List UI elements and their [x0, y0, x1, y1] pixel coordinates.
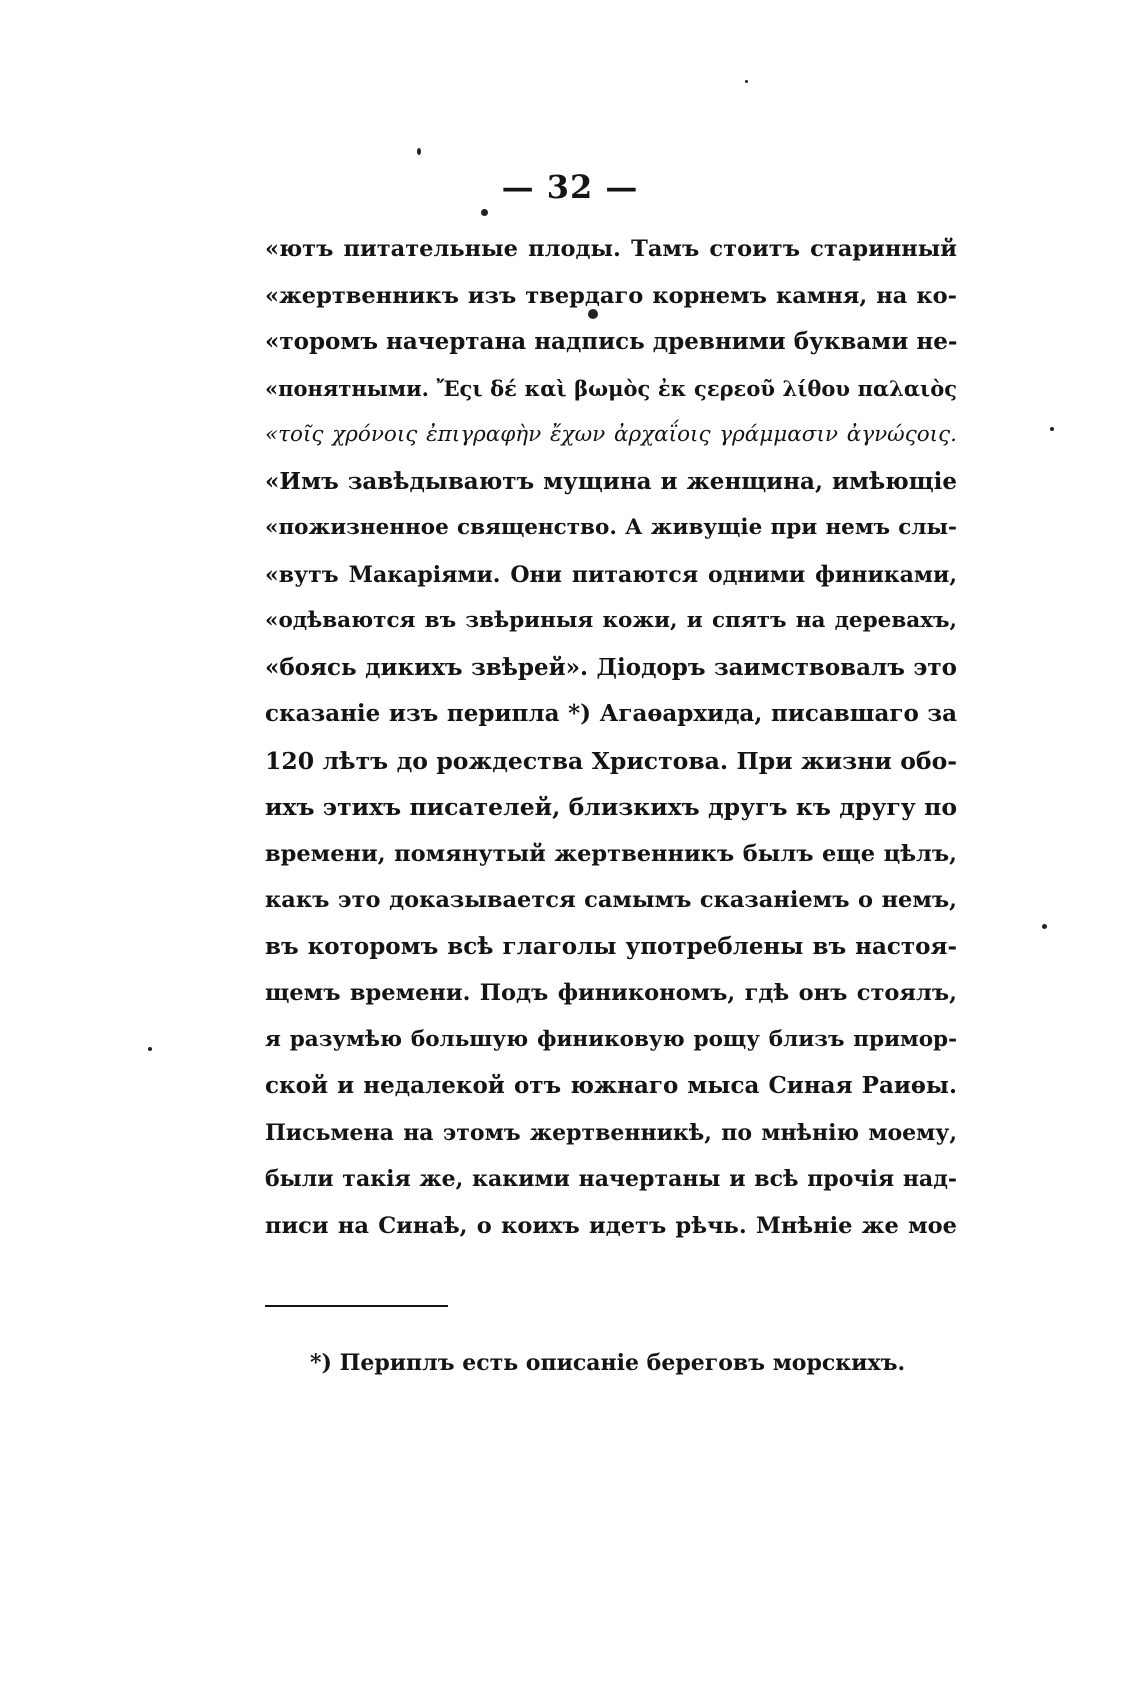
text-line: 120 лѣтъ до рождества Христова. При жизни обо-	[265, 746, 957, 775]
scan-speck	[481, 209, 488, 216]
text-line: «пожизненное священство. А живущіе при немъ слы-	[265, 515, 957, 540]
scan-speck	[588, 309, 598, 319]
footnote-divider	[265, 1305, 448, 1307]
text-line: «боясь дикихъ звѣрей». Діодоръ заимствовалъ это	[265, 653, 957, 681]
text-line: щемъ времени. Подъ финикономъ, гдѣ онъ стоялъ,	[265, 980, 957, 1006]
text-line: «понятными. Ἔςι δέ καὶ βωμὸς ἐκ ςερεοῦ λίθου παλαιὸς	[265, 375, 957, 401]
text-line: въ которомъ всѣ глаголы употреблены въ настоя-	[265, 932, 957, 960]
text-line: «торомъ начертана надпись древними буквами не-	[265, 328, 958, 355]
text-line: времени, помянутый жертвенникъ былъ еще цѣлъ,	[265, 840, 957, 867]
scan-speck	[745, 80, 748, 83]
text-line: какъ это доказывается самымъ сказаніемъ о немъ,	[265, 887, 957, 913]
text-line: «жертвенникъ изъ твердаго корнемъ камня, на ко-	[265, 282, 957, 309]
page-number: — 32 —	[501, 168, 639, 206]
scan-speck	[1042, 924, 1047, 929]
text-line: ихъ этихъ писателей, близкихъ другъ къ другу по	[265, 793, 957, 821]
text-line: были такія же, какими начертаны и всѣ прочія над-	[265, 1166, 957, 1192]
body-text	[265, 226, 957, 1249]
text-line: сказаніе изъ перипла *) Агаѳархида, писавшаго за	[265, 700, 957, 727]
greek-quote-line: «τοῖς χρόνοις ἐπιγραφὴν ἔχων ἀρχαΐοις γράμμασιν ἀγνώςοις.	[265, 422, 957, 447]
text-line: «одѣваются въ звѣриныя кожи, и спятъ на деревахъ,	[265, 608, 957, 633]
scan-speck	[148, 1047, 152, 1051]
text-line: Письмена на этомъ жертвенникѣ, по мнѣнію моему,	[265, 1119, 957, 1146]
scan-speck	[417, 148, 421, 155]
footnote: *) Периплъ есть описаніе береговъ морскихъ.	[310, 1350, 906, 1376]
text-line: я разумѣю большую финиковую рощу близъ примор-	[265, 1026, 957, 1052]
text-line: «Имъ завѣдываютъ мущина и женщина, имѣющіе	[265, 467, 957, 495]
text-line: «ютъ питательные плоды. Тамъ стоитъ старинный	[265, 236, 957, 262]
text-line: ской и недалекой отъ южнаго мыса Синая Раиѳы.	[265, 1072, 957, 1099]
text-line: «вутъ Макаріями. Они питаются одними финиками,	[265, 561, 957, 588]
text-line: писи на Синаѣ, о коихъ идетъ рѣчь. Мнѣніе же мое	[265, 1212, 957, 1239]
scan-speck	[1050, 427, 1054, 431]
